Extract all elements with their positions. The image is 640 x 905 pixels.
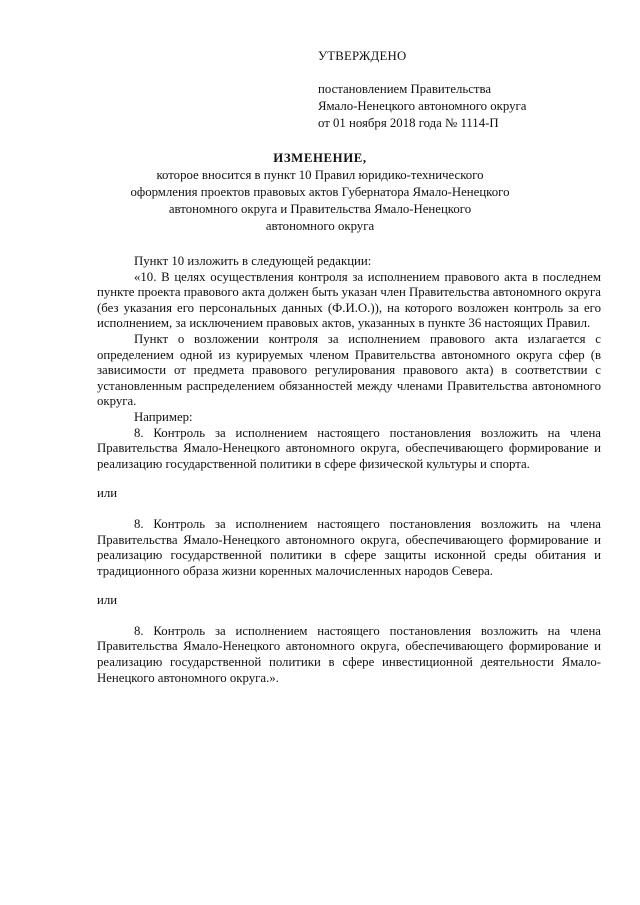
control-paragraph: Пункт о возложении контроля за исполнением правового акта излагается с определением одной из курируемых членом Правительства автономного округа сфер (в зависимости от предмета правового регулирования правового акта) в соответствии с установленным распределением обязанностей между членами Правительства автономного округа. (97, 331, 601, 409)
or-separator-1: или (97, 486, 118, 501)
amendment-paragraph: «10. В целях осуществления контроля за исполнением правового акта в последнем пункте проекта правового акта должен быть указан член Правительства автономного округа (без указания его персональных данных (Ф.И.О.)), на которого возложен контроль за его исполнением, за исключением правовых актов, указанных в пункте 36 настоящих Правил. (97, 269, 601, 331)
decree-line: постановлением Правительства (318, 82, 492, 96)
or-separator-2: или (97, 593, 118, 608)
title-subtitle-line: автономного округа (265, 219, 375, 233)
example-label: Например: (134, 409, 193, 424)
decree-line: Ямало-Ненецкого автономного округа (318, 99, 527, 113)
title-subtitle-line: оформления проектов правовых актов Губернатора Ямало-Ненецкого (130, 185, 510, 199)
title-heading: ИЗМЕНЕНИЕ, (273, 151, 367, 165)
example-paragraph-3: 8. Контроль за исполнением настоящего постановления возложить на члена Правительства Ямало-Ненецкого автономного округа, обеспечивающего формирование и реализацию государственной политики в сфере инвестиционной деятельности Ямало-Ненецкого автономного округа.». (97, 623, 601, 685)
example-paragraph-2: 8. Контроль за исполнением настоящего постановления возложить на члена Правительства Ямало-Ненецкого автономного округа, обеспечивающего формирование и реализацию государственной политики в сфере защиты исконной среды обитания и традиционного образа жизни коренных малочисленных народов Севера. (97, 516, 601, 578)
decree-line: от 01 ноября 2018 года № 1114-П (318, 116, 499, 130)
document-title (0, 150, 640, 235)
title-subtitle-line: которое вносится в пункт 10 Правил юридико-технического (156, 168, 484, 182)
example-paragraph-1: 8. Контроль за исполнением настоящего постановления возложить на члена Правительства Ямало-Ненецкого автономного округа, обеспечивающего формирование и реализацию государственной политики в сфере физической культуры и спорта. (97, 425, 601, 471)
intro-paragraph: Пункт 10 изложить в следующей редакции: (134, 254, 372, 268)
decree-reference (318, 81, 526, 132)
approved-stamp: УТВЕРЖДЕНО (318, 49, 407, 63)
title-subtitle-line: автономного округа и Правительства Ямало-Ненецкого (168, 202, 472, 216)
document-body (97, 254, 601, 686)
